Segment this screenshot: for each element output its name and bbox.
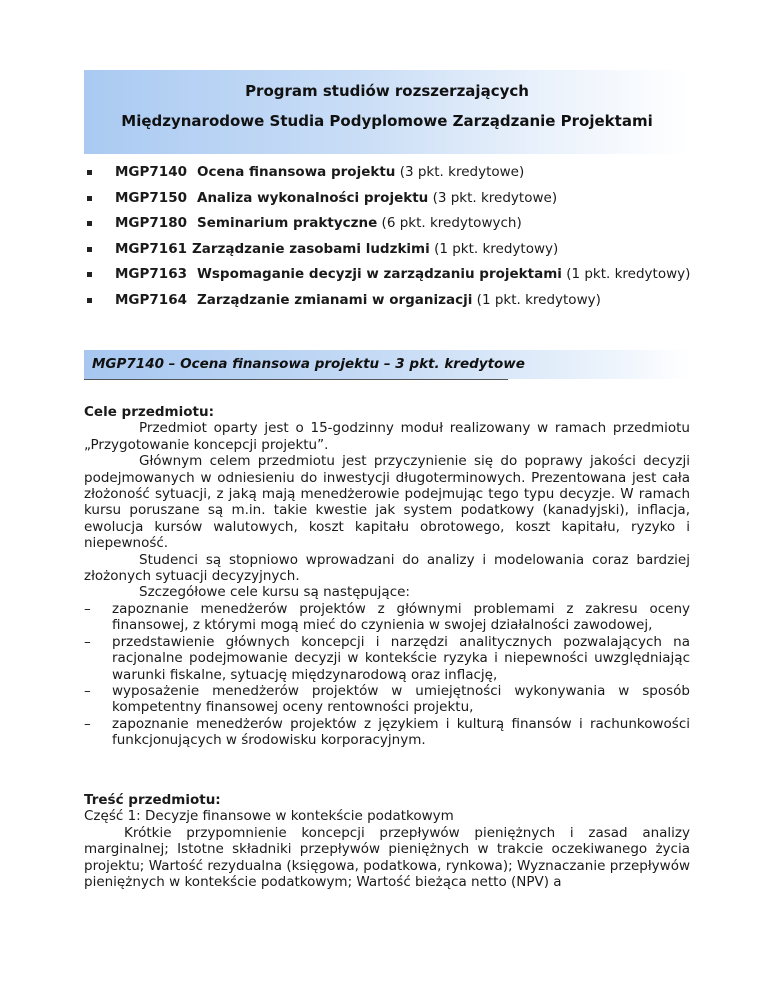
course-title: Zarządzanie zmianami w organizacji bbox=[197, 291, 473, 308]
content-heading: Treść przedmiotu: bbox=[84, 792, 221, 808]
goals-paragraph: Głównym celem przedmiotu jest przyczynienie się do poprawy jakości decyzji podejmowanych w odniesieniu do inwestycji długoterminowych. Prezentowana jest cała złożoność sytuacji, z jaką mają menedżerowie podejmując tego typu decyzje. W ramach kursu poruszane są m.in. takie kwestie jak system podatkowy (kanadyjski), inflacja, ewolucja kursów walutowych, koszt kapitału obrotowego, koszt kapitału, ryzyko i niepewność. bbox=[84, 453, 690, 552]
course-title: Seminarium praktyczne bbox=[197, 215, 378, 232]
course-credits: (3 pkt. kredytowe) bbox=[399, 164, 525, 180]
course-credits: (6 pkt. kredytowych) bbox=[381, 215, 522, 232]
square-bullet-icon bbox=[87, 272, 92, 277]
goals-paragraph: Przedmiot oparty jest o 15-godzinny moduł realizowany w ramach przedmiotu „Przygotowanie koncepcji projektu”. bbox=[84, 420, 690, 453]
course-item bbox=[84, 288, 704, 314]
course-code: MGP7140 bbox=[115, 164, 187, 180]
course-code: MGP7164 bbox=[115, 291, 187, 308]
dash-bullet-icon: – bbox=[84, 715, 91, 732]
goals-paragraph: Studenci są stopniowo wprowadzani do analizy i modelowania coraz bardziej złożonych sytuacji decyzyjnych. bbox=[84, 551, 690, 585]
goal-list-item bbox=[84, 716, 690, 749]
course-code: MGP7161 bbox=[115, 240, 187, 257]
course-code: MGP7150 bbox=[115, 189, 187, 206]
dash-bullet-icon: – bbox=[84, 600, 91, 617]
goal-text: zapoznanie menedżerów projektów z głównymi problemami z zakresu oceny finansowej, z którymi mogą mieć do czynienia w swojej działalności zawodowej, bbox=[112, 600, 690, 634]
goal-list-item bbox=[84, 601, 690, 634]
goal-text: zapoznanie menedżerów projektów z językiem i kulturą finansów i rachunkowości funkcjonujących w środowisku korporacyjnym. bbox=[112, 715, 690, 749]
course-title: Zarządzanie zasobami ludzkimi bbox=[192, 240, 430, 257]
course-item bbox=[84, 237, 704, 263]
course-title: Analiza wykonalności projektu bbox=[197, 189, 429, 206]
course-credits: (1 pkt. kredytowy) bbox=[476, 291, 601, 308]
course-list bbox=[84, 160, 704, 314]
dash-bullet-icon: – bbox=[84, 633, 91, 650]
content-section bbox=[84, 792, 690, 890]
square-bullet-icon bbox=[87, 221, 92, 226]
goals-section bbox=[84, 404, 690, 749]
course-code: MGP7180 bbox=[115, 215, 187, 232]
square-bullet-icon bbox=[87, 298, 92, 303]
program-subtitle: Międzynarodowe Studia Podyplomowe Zarządzanie Projektami bbox=[121, 112, 653, 130]
content-paragraph: Krótkie przypomnienie koncepcji przepływów pieniężnych i zasad analizy marginalnej; Istotne składniki przepływów pieniężnych w trakcie oczekiwanego życia projektu; Wartość rezydualna (księgowa, podatkowa, rynkowa); Wyznaczanie przepływów pieniężnych w kontekście podatkowym; Wartość bieżąca netto (NPV) a bbox=[84, 824, 690, 891]
square-bullet-icon bbox=[87, 196, 92, 201]
content-part-title: Część 1: Decyzje finansowe w kontekście podatkowym bbox=[84, 808, 454, 825]
course-code: MGP7163 bbox=[115, 266, 187, 283]
square-bullet-icon bbox=[87, 170, 92, 175]
course-credits: (1 pkt. kredytowy) bbox=[566, 266, 691, 283]
section-underline bbox=[84, 379, 508, 380]
course-credits: (3 pkt. kredytowe) bbox=[432, 189, 558, 206]
program-title: Program studiów rozszerzających bbox=[245, 82, 529, 100]
course-item bbox=[84, 262, 704, 288]
course-title: Ocena finansowa projektu bbox=[197, 164, 396, 180]
goal-text: wyposażenie menedżerów projektów w umiejętności wykonywania w sposób kompetentny finansowej oceny rentowności projektu, bbox=[112, 682, 690, 716]
course-item bbox=[84, 211, 704, 237]
goals-heading: Cele przedmiotu: bbox=[84, 404, 214, 420]
goal-text: przedstawienie głównych koncepcji i narzędzi analitycznych pozwalających na racjonalne podejmowanie decyzji w kontekście ryzyka i niepewności uwzględniając warunki fiskalne, sytuację międzynarodową oraz inflację, bbox=[112, 633, 690, 683]
dash-bullet-icon: – bbox=[84, 682, 91, 699]
course-item bbox=[84, 186, 704, 212]
course-title: Wspomaganie decyzji w zarządzaniu projektami bbox=[197, 266, 562, 283]
square-bullet-icon bbox=[87, 247, 92, 252]
goal-list-item bbox=[84, 634, 690, 683]
goal-list-item bbox=[84, 683, 690, 716]
goals-paragraph: Szczegółowe cele kursu są następujące: bbox=[139, 584, 410, 601]
section-title: MGP7140 – Ocena finansowa projektu – 3 pkt. kredytowe bbox=[92, 356, 525, 372]
course-credits: (1 pkt. kredytowy) bbox=[434, 240, 559, 257]
course-item bbox=[84, 160, 704, 186]
